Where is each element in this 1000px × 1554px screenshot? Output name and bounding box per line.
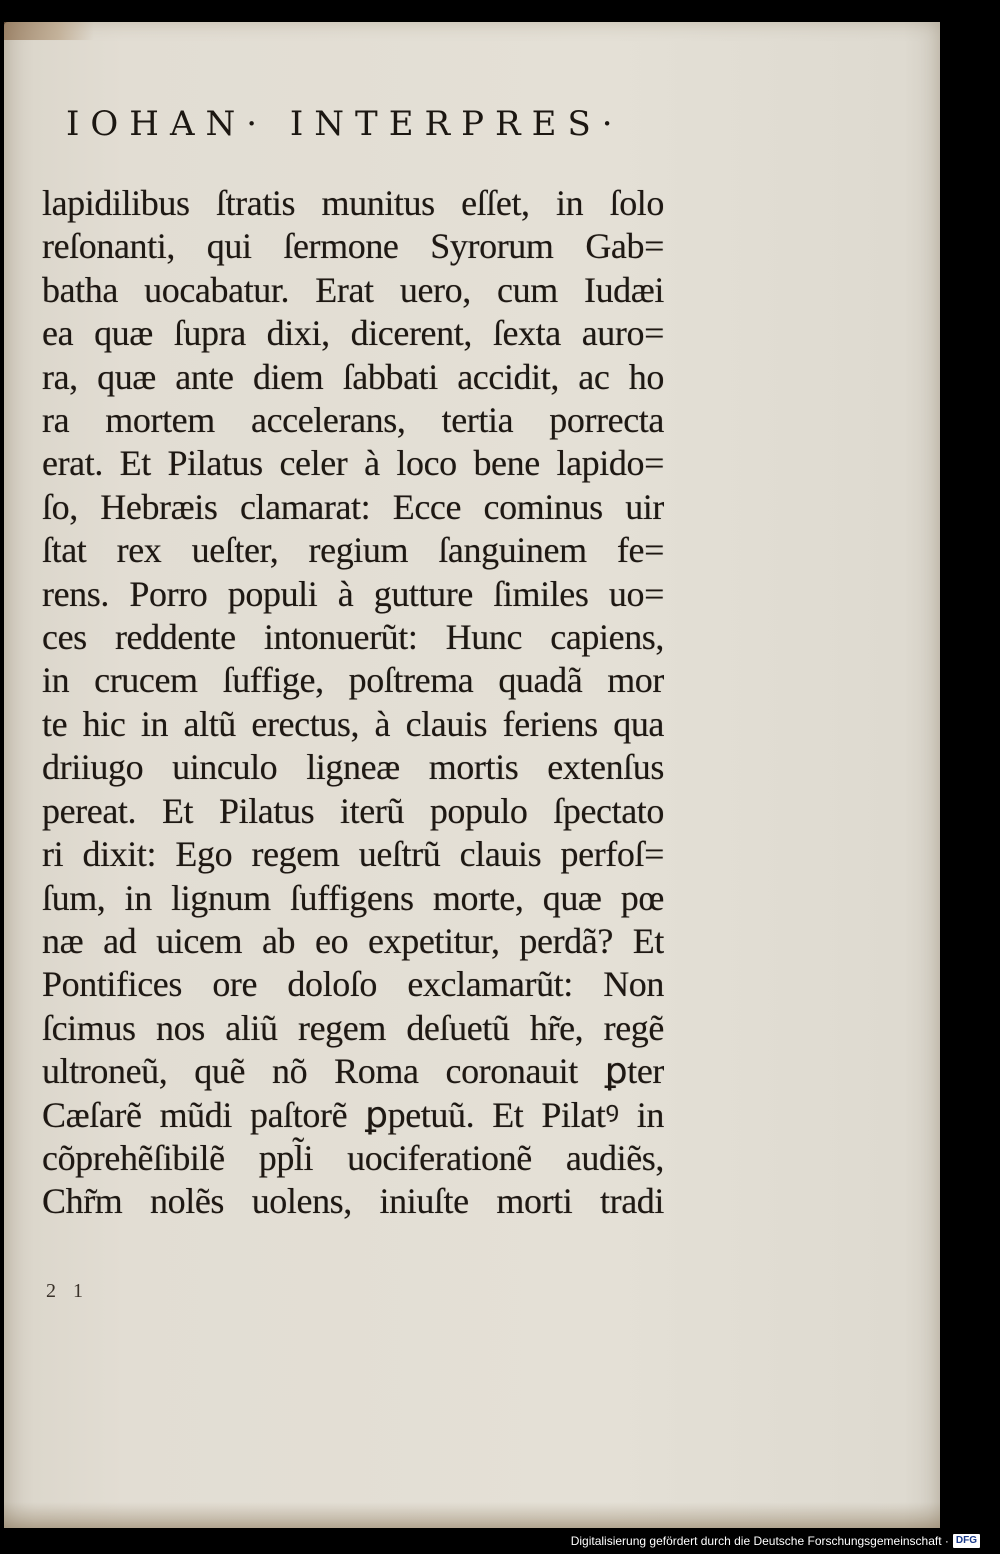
page-edge-shadow (4, 1502, 940, 1528)
text-line: in crucem ſuffige, poſtrema quadã mor (42, 660, 664, 701)
text-line: erat. Et Pilatus celer à loco bene lapido= (42, 443, 664, 484)
text-line: ces reddente intonuerũt: Hunc capiens, (42, 617, 664, 658)
running-head: IOHAN· INTERPRES· (66, 104, 624, 144)
text-line: ſtat rex ueſter, regium ſanguinem fe= (42, 530, 664, 571)
text-line: Chr̃m nolẽs uolens, iniuſte morti tradi (42, 1181, 664, 1222)
text-line: pereat. Et Pilatus iterũ populo ſpectato (42, 790, 664, 831)
text-line: driiugo uinculo ligneæ mortis extenſus (42, 747, 664, 788)
text-line: ſum, in lignum ſuffigens morte, quæ pœ (42, 877, 664, 918)
text-line: ri dixit: Ego regem ueſtrũ clauis perfoſ= (42, 834, 664, 875)
signature-mark: 2 1 (46, 1280, 89, 1302)
text-line: næ ad uicem ab eo expetitur, perdã? Et (42, 920, 664, 961)
text-line: ra mortem accelerans, tertia porrecta (42, 400, 664, 441)
text-line: ra, quæ ante diem ſabbati accidit, ac ho (42, 356, 664, 397)
text-line: te hic in altũ erectus, à clauis feriens qua (42, 703, 664, 744)
text-line: batha uocabatur. Erat uero, cum Iudæi (42, 269, 664, 310)
text-line: Pontifices ore doloſo exclamarũt: Non (42, 964, 664, 1005)
digitization-credit (571, 1531, 980, 1551)
dfg-logo: DFG (953, 1534, 980, 1548)
text-line: ſcimus nos aliũ regem deſuetũ hr̃e, regẽ (42, 1007, 664, 1048)
text-line: cõprehẽſibilẽ ppl̃i uociferationẽ audiẽs, (42, 1137, 664, 1178)
text-line: reſonanti, qui ſermone Syrorum Gab= (42, 226, 664, 267)
text-line: rens. Porro populi à gutture ſimiles uo= (42, 573, 664, 614)
text-line: ea quæ ſupra dixi, dicerent, ſexta auro= (42, 313, 664, 354)
text-line: ſo, Hebræis clamarat: Ecce cominus uir (42, 486, 664, 527)
text-line: lapidilibus ſtratis munitus eſſet, in ſolo (42, 183, 664, 223)
book-page (4, 22, 940, 1528)
credit-text: Digitalisierung gefördert durch die Deutsche Forschungsgemeinschaft · (570, 1534, 949, 1548)
text-line: Cæſarẽ mũdi paſtorẽ ꝑpetuũ. Et Pilatꝰ in (42, 1094, 664, 1135)
page-edge-stain (4, 22, 94, 40)
text-line: ultroneũ, quẽ nõ Roma coronauit ꝑter (42, 1051, 664, 1092)
text-block (42, 182, 672, 1224)
